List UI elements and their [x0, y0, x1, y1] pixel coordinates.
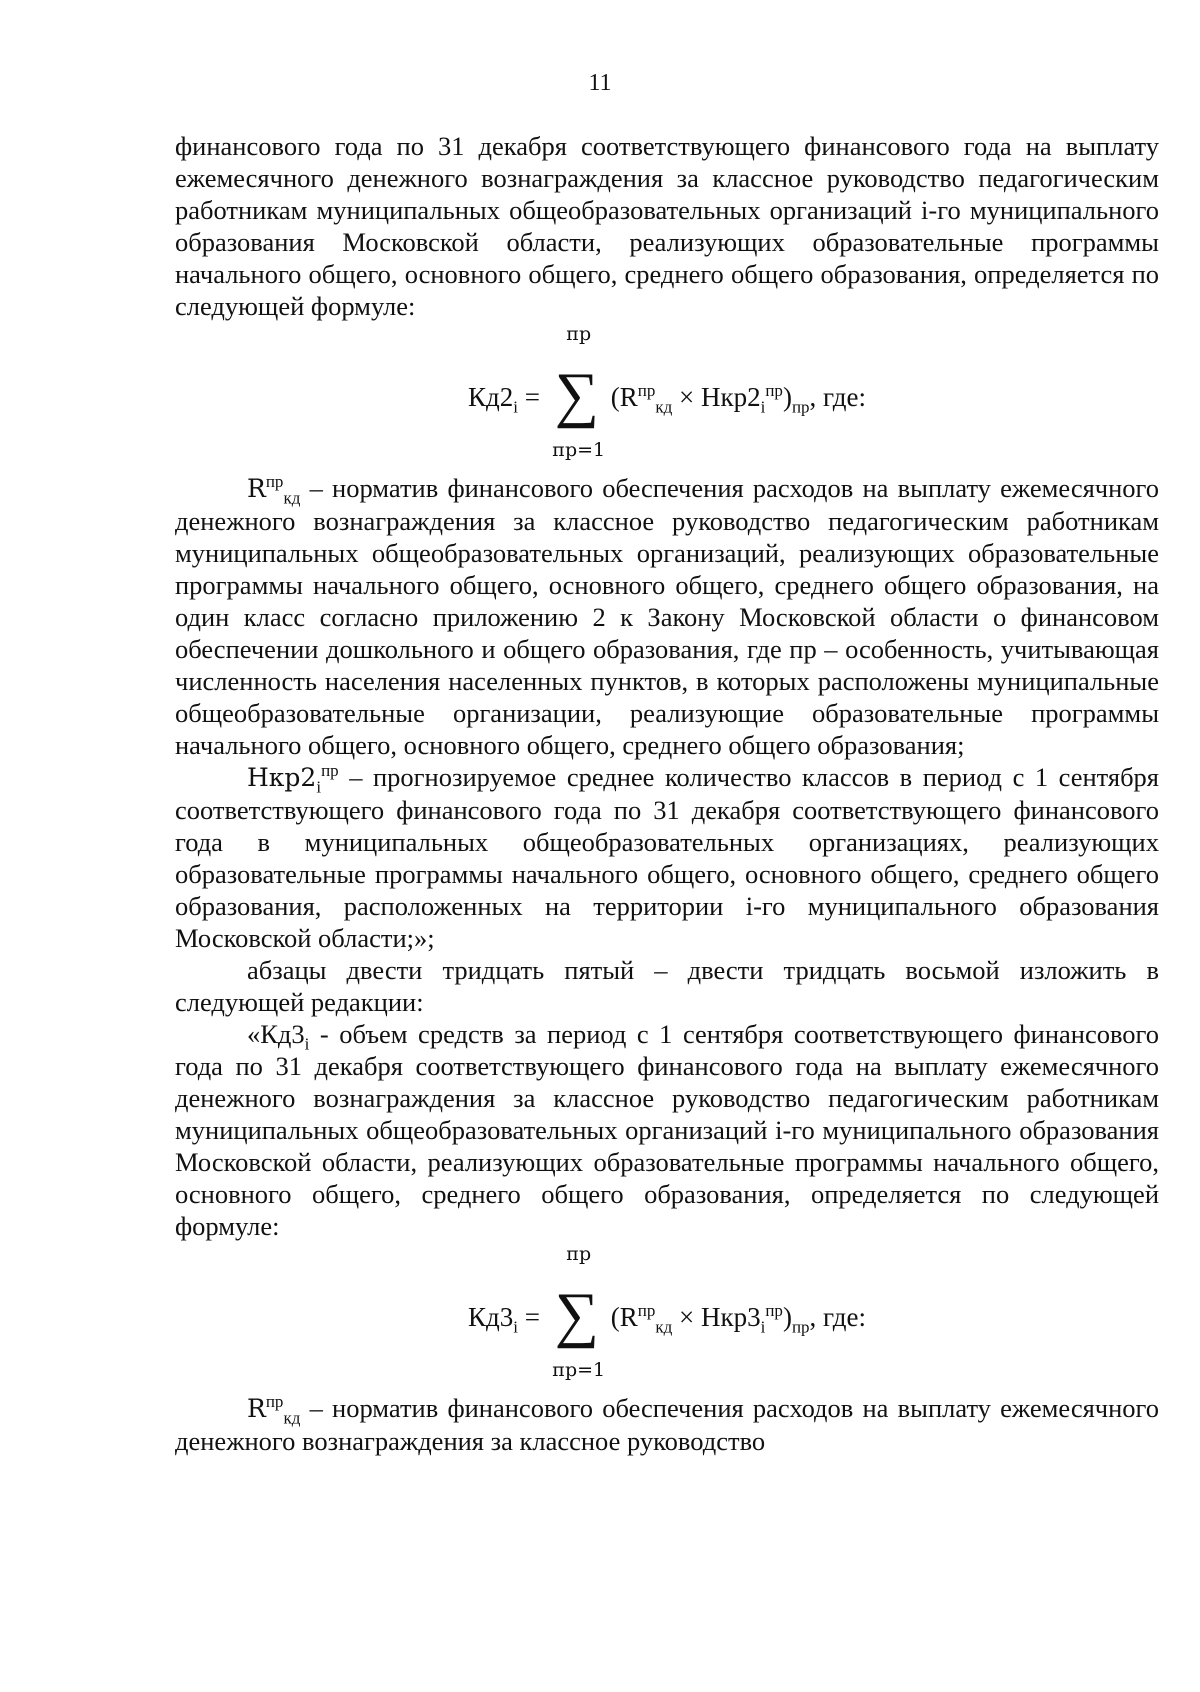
definition-nkr2: $Нкр2_i^{пр}$ – прогнозируемое среднее количество классов в период с 1 сентября соответствующего финансового года по 31 декабря соответствующего финансового года в муниципальных общеобразовательных организациях, реализующих образовательные программы начального общего, основного общего, среднего общего образования, расположенных на территории i-го муниципального образования Московской области;»;	[175, 761, 1159, 953]
formula-kd2-lhs: Кд2	[468, 382, 514, 412]
sum-lower-limit: пр=1	[552, 438, 606, 461]
formula-kd2: $Кд2_i$ = пр ∑ пр=1 $(R^{пр}_{кд} \times Нкр2_i^{пр})_{пр}$, где:	[468, 322, 866, 461]
paragraph-intro: финансового года по 31 декабря соответствующего финансового года на выплату ежемесячного денежного вознаграждения за классное руководство педагогическим работникам муниципальных общеобразовательных организаций i-го муниципального образования Московской области, реализующих образовательные программы начального общего, основного общего, среднего общего образования, определяется по следующей формуле:	[175, 131, 1159, 321]
sum-upper-limit: пр	[566, 322, 592, 345]
paragraph-amendment: абзацы двести тридцать пятый – двести тридцать восьмой изложить в следующей редакции:	[175, 955, 1159, 1017]
sum-lower-limit: пр=1	[552, 1358, 606, 1381]
formula-kd3: $Кд3_i$ = пр ∑ пр=1 $(R^{пр}_{кд} \times Нкр3_i^{пр})_{пр}$, где:	[468, 1242, 866, 1381]
summation-symbol: пр ∑ пр=1	[551, 1290, 607, 1350]
page-number: 11	[588, 70, 612, 96]
definition-r-norm: $R^{пр}_{кд}$ – норматив финансового обеспечения расходов на выплату ежемесячного денежного вознаграждения за классное руководство педагогическим работникам муниципальных общеобразовательных организаций, реализующих образовательные программы начального общего, основного общего, среднего общего образования, на один класс согласно приложению 2 к Закону Московской области о финансовом обеспечении дошкольного и общего образования, где пр – особенность, учитывающая численность населения населенных пунктов, в которых расположены муниципальные общеобразовательные организации, реализующие образовательные программы начального общего, основного общего, среднего общего образования;	[175, 472, 1159, 760]
paragraph-kd3: «$Кд3_i$ - объем средств за период с 1 сентября соответствующего финансового года по 31 декабря соответствующего финансового года на выплату ежемесячного денежного вознаграждения за классное руководство педагогическим работникам муниципальных общеобразовательных организаций i-го муниципального образования Московской области, реализующих образовательные программы начального общего, основного общего, среднего общего образования, определяется по следующей формуле:	[175, 1019, 1159, 1241]
formula-kd3-lhs: Кд3	[468, 1302, 514, 1332]
summation-symbol: пр ∑ пр=1	[551, 370, 607, 430]
sum-upper-limit: пр	[566, 1242, 592, 1265]
document-body	[175, 130, 1159, 1457]
definition-r-norm-2: $R^{пр}_{кд}$ – норматив финансового обеспечения расходов на выплату ежемесячного денежного вознаграждения за классное руководство	[175, 1392, 1159, 1456]
